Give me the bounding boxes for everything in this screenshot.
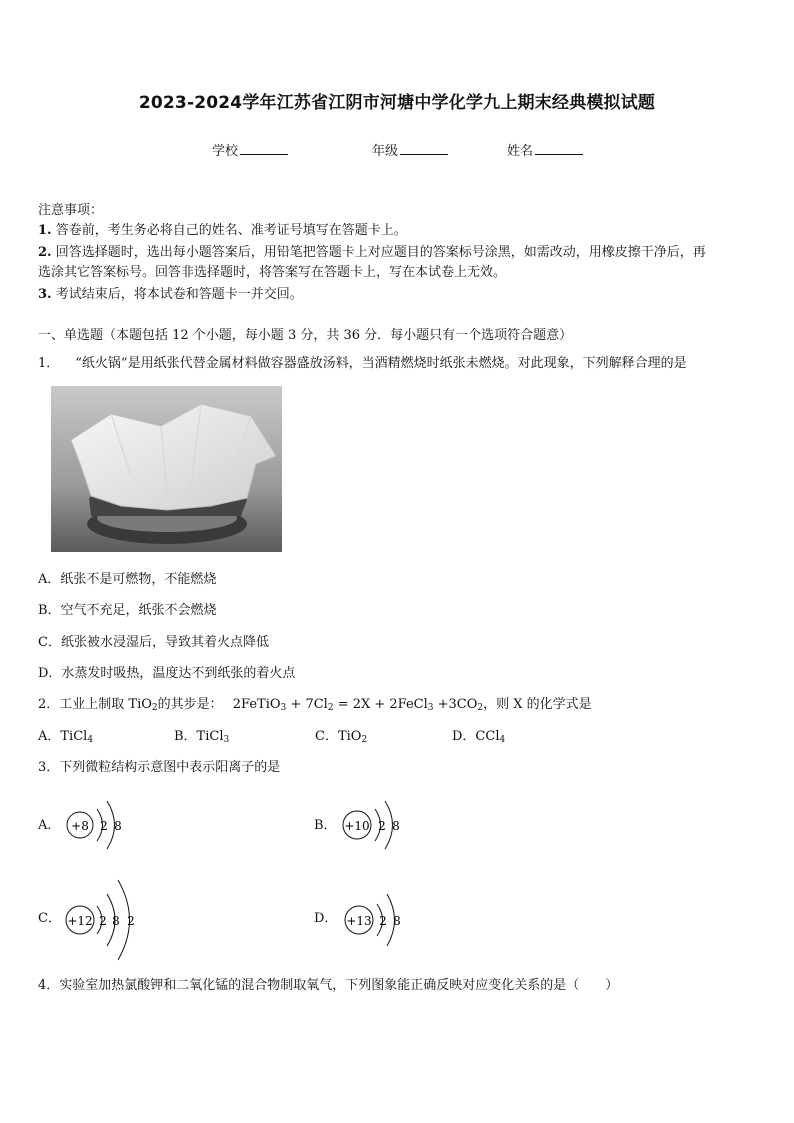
grade-blank [400,142,448,155]
q2-equation: 2FeTiO$_3$ + $7Cl_2 = 2X$ + 2FeCl$_3$ $+3CO_2$ [232,697,484,713]
q3-d-shell-2: 8 [393,914,401,928]
q1-option-c: C．纸张被水浸湿后，导致其着火点降低 [38,635,269,650]
q3-option-a-diagram [64,795,134,855]
name-label: 姓名 [507,144,534,159]
page-title: 2023-2024学年江苏省江阴市河塘中学化学九上期末经典模拟试题 [138,93,656,113]
name-field [507,140,583,159]
q3-b-nucleus: +10 [344,819,370,833]
grade-label: 年级 [372,144,399,159]
note-item-2-cont: 选涂其它答案标号。回答非选择题时，将答案写在答题卡上，写在本试卷上无效。 [38,265,507,280]
paper-hotpot-photo [51,386,282,552]
q3-c-shell-2: 8 [112,914,120,928]
q3-option-a-letter: A． [38,818,61,833]
grade-field [372,140,448,159]
q2-option-d: D．CCl$_4$ [452,729,506,745]
q1-option-b: B．空气不充足，纸张不会燃烧 [38,603,217,618]
school-label: 学校 [212,144,239,159]
q3-option-b-letter: B． [314,818,337,833]
school-field [212,140,288,159]
q3-b-shell-1: 2 [378,819,386,833]
q3-c-shell-3: 2 [127,914,135,928]
q2-option-c: C．TiO$_2$ [315,729,368,745]
q1-option-d: D．水蒸发时吸热，温度达不到纸张的着火点 [38,666,296,681]
q3-stem: 3．下列微粒结构示意图中表示阳离子的是 [38,760,281,775]
q2-option-b: B．TiCl$_3$ [174,729,230,745]
q3-d-shell-1: 2 [379,914,387,928]
q3-option-d-diagram [341,888,411,948]
note-item-3: 3. 考试结束后，将本试卷和答题卡一并交回。 [38,287,303,302]
note-item-1: 1. 答卷前，考生务必将自己的姓名、准考证号填写在答题卡上。 [38,223,407,238]
q2-stem: 2．工业上制取 TiO$_2$的其步是： 2FeTiO$_3$ + $7Cl_2 = 2X$ + 2FeCl$_3$ $+3CO_2$，则 X 的化学式是 [38,697,592,713]
q3-c-shell-1: 2 [99,914,107,928]
name-blank [535,142,583,155]
q2-option-a: A．TiCl$_4$ [38,729,94,745]
q4-stem: 4．实验室加热氯酸钾和二氧化锰的混合物制取氧气，下列图象能正确反映对应变化关系的是（ ） [38,978,619,993]
q3-a-nucleus: +8 [71,819,89,833]
q3-option-c-diagram [63,876,143,962]
q3-a-shell-1: 2 [100,819,108,833]
q3-option-c-letter: C． [38,911,61,926]
q1-option-a: A．纸张不是可燃物，不能燃烧 [38,572,217,587]
notes-heading: 注意事项： [38,203,104,218]
note-item-2: 2. 回答选择题时，选出每小题答案后，用铅笔把答题卡上对应题目的答案标号涂黑，如需改动，用橡皮擦干净后，再 [38,245,706,260]
q3-d-nucleus: +13 [346,914,372,928]
q3-c-nucleus: +12 [67,914,93,928]
q3-option-d-letter: D． [314,911,338,926]
q3-b-shell-2: 8 [392,819,400,833]
q3-option-b-diagram [339,795,409,855]
section-heading: 一、单选题（本题包括 12 个小题，每小题 3 分，共 36 分．每小题只有一个选项符合题意） [38,328,573,343]
q1-stem: 1． “纸火锅”是用纸张代替金属材料做容器盛放汤料，当酒精燃烧时纸张未燃烧。对此现象，下列解释合理的是 [38,356,687,371]
q3-a-shell-2: 8 [114,819,122,833]
school-blank [240,142,288,155]
